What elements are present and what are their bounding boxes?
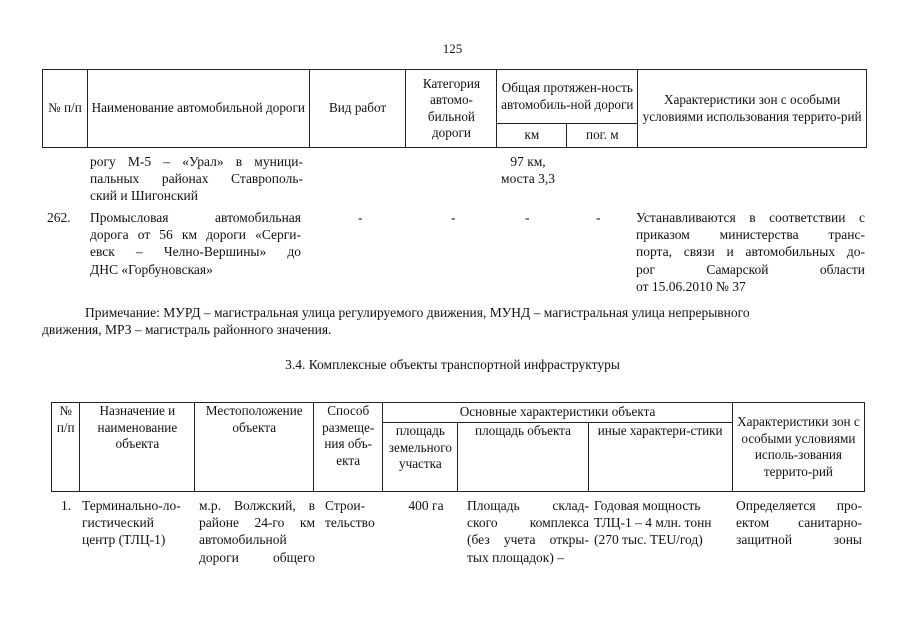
cont-road-name: рогу М-5 – «Урал» в муници- пальных районах Ставрополь- ский и Шигонский — [90, 154, 303, 204]
t2-header-placement: Способ размеще-ния объ-екта — [314, 403, 383, 492]
row-262-num: 262. — [47, 210, 71, 225]
t2-header-location: Местоположение объекта — [195, 403, 314, 492]
row-262-zones: Устанавливаются в соответствии с приказом министерства транс- порта, связи и автомобильных до- рог Самарской области от 15.06.2010 № 37 — [636, 210, 865, 294]
t2-row-1-land-area: 400 га — [408, 498, 444, 513]
row-262-work-type: - — [358, 210, 363, 225]
row-262-road-name: Промысловая автомобильная дорога от 56 км дороги «Серги- евск – Челно-Вершины» до ДНС «Горбуновская» — [90, 210, 301, 277]
t2-row-1-object-area: Площадь склад- ского комплекса (без учета откры- тых площадок) – — [467, 498, 589, 565]
header-work-type: Вид работ — [309, 70, 406, 148]
t2-row-1-location: м.р. Волжский, в районе 24-го км автомобильной дороги общего — [199, 498, 315, 565]
row-262-pog-m: - — [596, 210, 601, 225]
objects-table-header — [51, 402, 865, 492]
note: Примечание: МУРД – магистральная улица регулируемого движения, МУНД – магистральная улица непрерывного движения, МРЗ – магистраль районного значения. — [42, 305, 750, 338]
t2-row-1-zones: Определяется про- ектом санитарно- защитной зоны — [736, 498, 862, 548]
header-km: км — [497, 124, 567, 148]
t2-header-purpose: Назначение и наименование объекта — [80, 403, 195, 492]
t2-header-other-chars: иные характери-стики — [588, 423, 732, 492]
row-262-km: - — [525, 210, 530, 225]
page-number: 125 — [442, 41, 463, 56]
t2-row-1-num: 1. — [61, 498, 72, 513]
t2-row-1-placement: Строи- тельство — [325, 498, 375, 531]
t2-row-1-other-chars: Годовая мощность ТЛЦ-1 – 4 млн. тонн (270 тыс. TEU/год) — [594, 498, 712, 548]
t2-row-1-purpose: Терминально-ло- гистический центр (ТЛЦ-1) — [82, 498, 181, 548]
t2-header-object-area: площадь объекта — [458, 423, 588, 492]
header-length: Общая протяжен-ность автомобиль-ной дороги — [497, 70, 638, 124]
t2-header-num: № п/п — [52, 403, 80, 492]
header-road-name: Наименование автомобильной дороги — [87, 70, 309, 148]
header-pog-m: пог. м — [567, 124, 638, 148]
header-category: Категория автомо-бильной дороги — [406, 70, 497, 148]
row-262-category: - — [451, 210, 456, 225]
header-num: № п/п — [43, 70, 88, 148]
section-title: 3.4. Комплексные объекты транспортной инфраструктуры — [285, 357, 620, 372]
t2-header-zones: Характеристики зон с особыми условиями исполь-зования террито-рий — [732, 403, 864, 492]
cont-length: 97 км, моста 3,3 — [501, 154, 555, 187]
t2-header-main-chars: Основные характеристики объекта — [383, 403, 733, 423]
header-zones: Характеристики зон с особыми условиями использования террито-рий — [638, 70, 867, 148]
roads-table-header — [42, 69, 867, 148]
t2-header-land-area: площадь земельного участка — [383, 423, 458, 492]
